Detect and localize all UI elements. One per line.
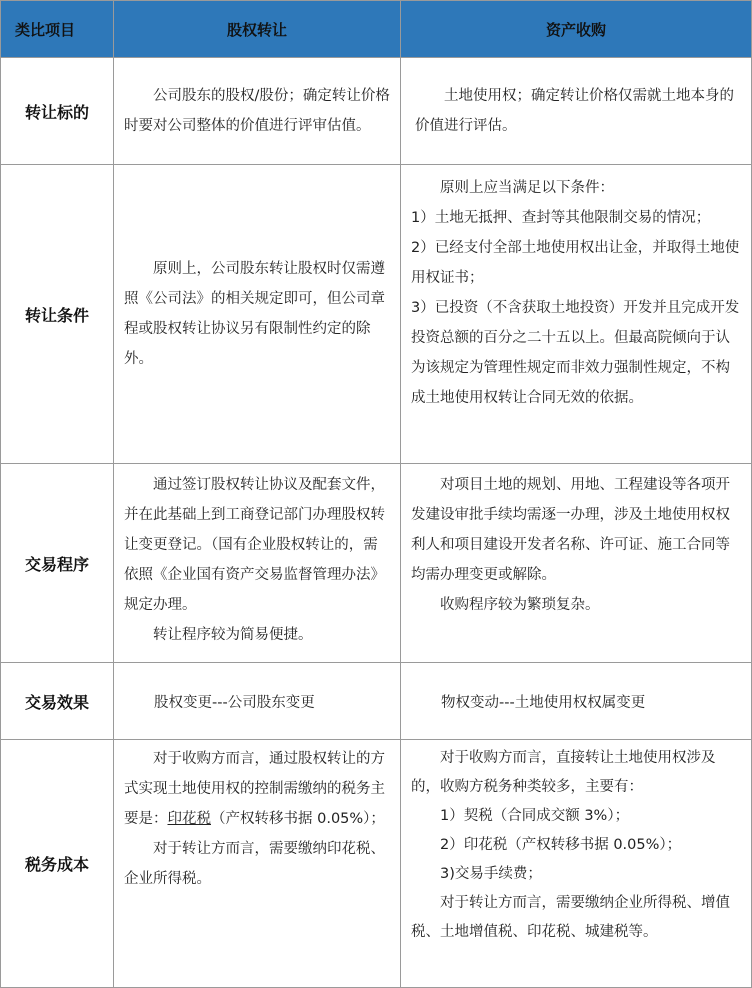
asset-conditions-intro: 原则上应当满足以下条件：: [440, 180, 614, 196]
row-label-text: 转让条件: [24, 305, 89, 325]
asset-condition-3: 3）已投资（不含获取土地投资）开发并且完成开发投资总额的百分之二十五以上。但最高院倾向于认为该规定为管理性规定而非效力强制性规定，不构成土地使用权转让合同无效的依据。: [411, 300, 740, 406]
equity-tax-buyer: [124, 744, 392, 834]
asset-tax-cell: [400, 739, 752, 988]
asset-condition-1: 1）土地无抵押、查封等其他限制交易的情况；: [411, 210, 711, 226]
equity-effect-text: 股权变更---公司股东变更: [154, 694, 315, 711]
row-label-text: 税务成本: [24, 855, 89, 874]
header-asset-label: 资产收购: [545, 20, 606, 39]
row-label-text: 交易程序: [24, 554, 89, 574]
asset-conditions-cell: [400, 164, 752, 464]
header-category: [0, 0, 114, 58]
row-label-text: 转让标的: [24, 102, 89, 122]
asset-procedure-cell: [400, 463, 752, 663]
equity-tax-buyer-rate: （产权转移书据 0.05%）；: [211, 811, 385, 827]
header-equity-transfer: [113, 0, 401, 58]
asset-tax-item-2: 2）印花税（产权转移书据 0.05%）；: [440, 837, 682, 853]
equity-subject-text: 公司股东的股权/股份；确定转让价格时要对公司整体的价值进行评审估值。: [124, 88, 390, 134]
asset-effect-cell: [400, 662, 752, 740]
asset-procedure-summary: 收购程序较为繁琐复杂。: [440, 597, 600, 613]
header-equity-label: 股权转让: [226, 20, 287, 39]
equity-procedure-summary: 转让程序较为简易便捷。: [153, 627, 313, 643]
asset-tax-item-3: 3)交易手续费；: [440, 866, 542, 882]
equity-procedure-cell: [113, 463, 401, 663]
row-label-text: 交易效果: [24, 692, 89, 712]
equity-effect-cell: [113, 662, 401, 740]
equity-conditions-text: 原则上，公司股东转让股权时仅需遵照《公司法》的相关规定即可，但公司章程或股权转让协议另有限制性约定的除外。: [124, 261, 385, 367]
equity-subject-cell: [113, 57, 401, 165]
asset-procedure-text: 对项目土地的规划、用地、工程建设等各项开发建设审批手续均需逐一办理，涉及土地使用权权利人和项目建设开发者名称、许可证、施工合同等均需办理变更或解除。: [411, 477, 730, 583]
row-label-procedure: [0, 463, 114, 663]
equity-tax-seller: 对于转让方而言，需要缴纳印花税、企业所得税。: [124, 841, 385, 887]
row-label-conditions: [0, 164, 114, 464]
asset-subject-text: 土地使用权；确定转让价格仅需就土地本身的价值进行评估。: [415, 88, 734, 134]
asset-tax-seller: 对于转让方而言，需要缴纳企业所得税、增值税、土地增值税、印花税、城建税等。: [411, 895, 730, 940]
row-label-tax: [0, 739, 114, 988]
equity-conditions-cell: [113, 164, 401, 464]
row-label-effect: [0, 662, 114, 740]
asset-condition-2: 2）已经支付全部土地使用权出让金，并取得土地使用权证书；: [411, 240, 740, 286]
equity-tax-cell: [113, 739, 401, 988]
equity-tax-buyer-text: 对于收购方而言，通过股权转让的方式实现土地使用权的控制需缴纳的税务主要是：: [124, 751, 385, 827]
header-category-label: 类比项目: [15, 20, 76, 39]
asset-effect-text: 物权变动---土地使用权权属变更: [441, 694, 646, 711]
asset-subject-cell: [400, 57, 752, 165]
stamp-duty-term: 印花税: [167, 811, 211, 827]
row-label-subject: [0, 57, 114, 165]
equity-procedure-text: 通过签订股权转让协议及配套文件，并在此基础上到工商登记部门办理股权转让变更登记。（国有企业股权转让的，需依照《企业国有资产交易监督管理办法》规定办理。: [124, 477, 385, 613]
asset-tax-item-1: 1）契税（合同成交额 3%）；: [440, 808, 630, 824]
asset-tax-buyer: 对于收购方而言，直接转让土地使用权涉及的，收购方税务种类较多，主要有：: [411, 750, 716, 795]
header-asset-acquisition: [400, 0, 752, 58]
